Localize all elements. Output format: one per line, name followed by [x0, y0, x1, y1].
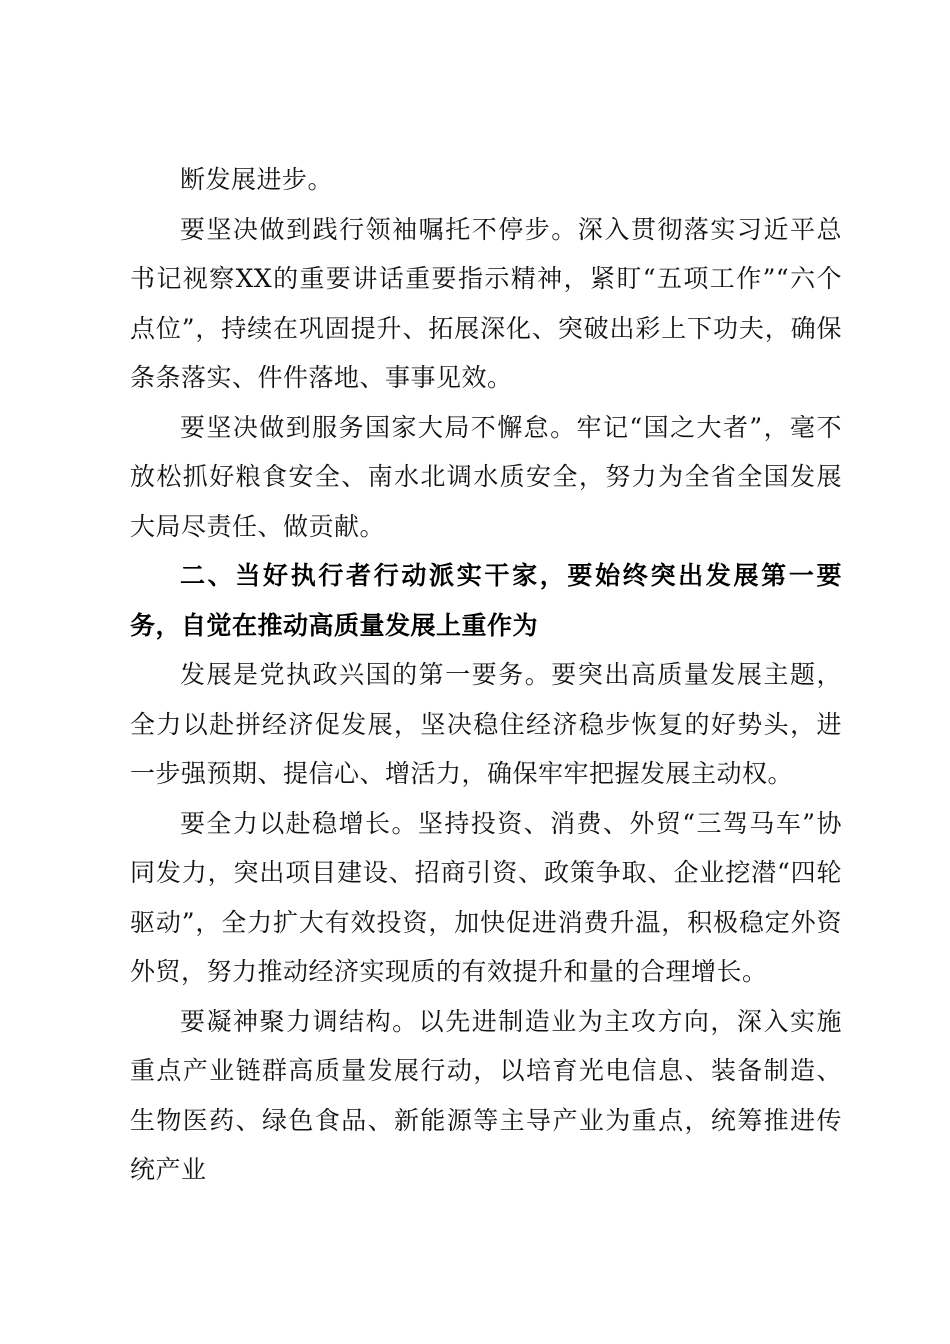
paragraph-national-interest: 要坚决做到服务国家大局不懈怠。牢记“国之大者”，毫不放松抓好粮食安全、南水北调水质安全，努力为全省全国发展大局尽责任、做贡献。	[130, 412, 842, 541]
paragraph-stabilize-growth: 要全力以赴稳增长。坚持投资、消费、外贸“三驾马车”协同发力，突出项目建设、招商引资、政策争取、企业挖潜“四轮驱动”，全力扩大有效投资，加快促进消费升温，积极稳定外资外贸，努力推动经济实现质的有效提升和量的合理增长。	[130, 808, 842, 986]
paragraph-continuation: 断发展进步。	[180, 165, 334, 194]
section-heading-two: 二、当好执行者行动派实干家，要始终突出发展第一要务，自觉在推动高质量发展上重作为	[130, 561, 842, 640]
paragraph-leader-instructions: 要坚决做到践行领袖嘱托不停步。深入贯彻落实习近平总书记视察XX的重要讲话重要指示精神，紧盯“五项工作”“六个点位”，持续在巩固提升、拓展深化、突破出彩上下功夫，确保条条落实、件件落地、事事见效。	[130, 214, 842, 392]
document-body	[130, 155, 842, 1195]
paragraph-adjust-structure: 要凝神聚力调结构。以先进制造业为主攻方向，深入实施重点产业链群高质量发展行动，以培育光电信息、装备制造、生物医药、绿色食品、新能源等主导产业为重点，统筹推进传统产业	[130, 1006, 842, 1184]
paragraph-development-priority: 发展是党执政兴国的第一要务。要突出高质量发展主题，全力以赴拼经济促发展，坚决稳住经济稳步恢复的好势头，进一步强预期、提信心、增活力，确保牢牢把握发展主动权。	[130, 660, 842, 788]
